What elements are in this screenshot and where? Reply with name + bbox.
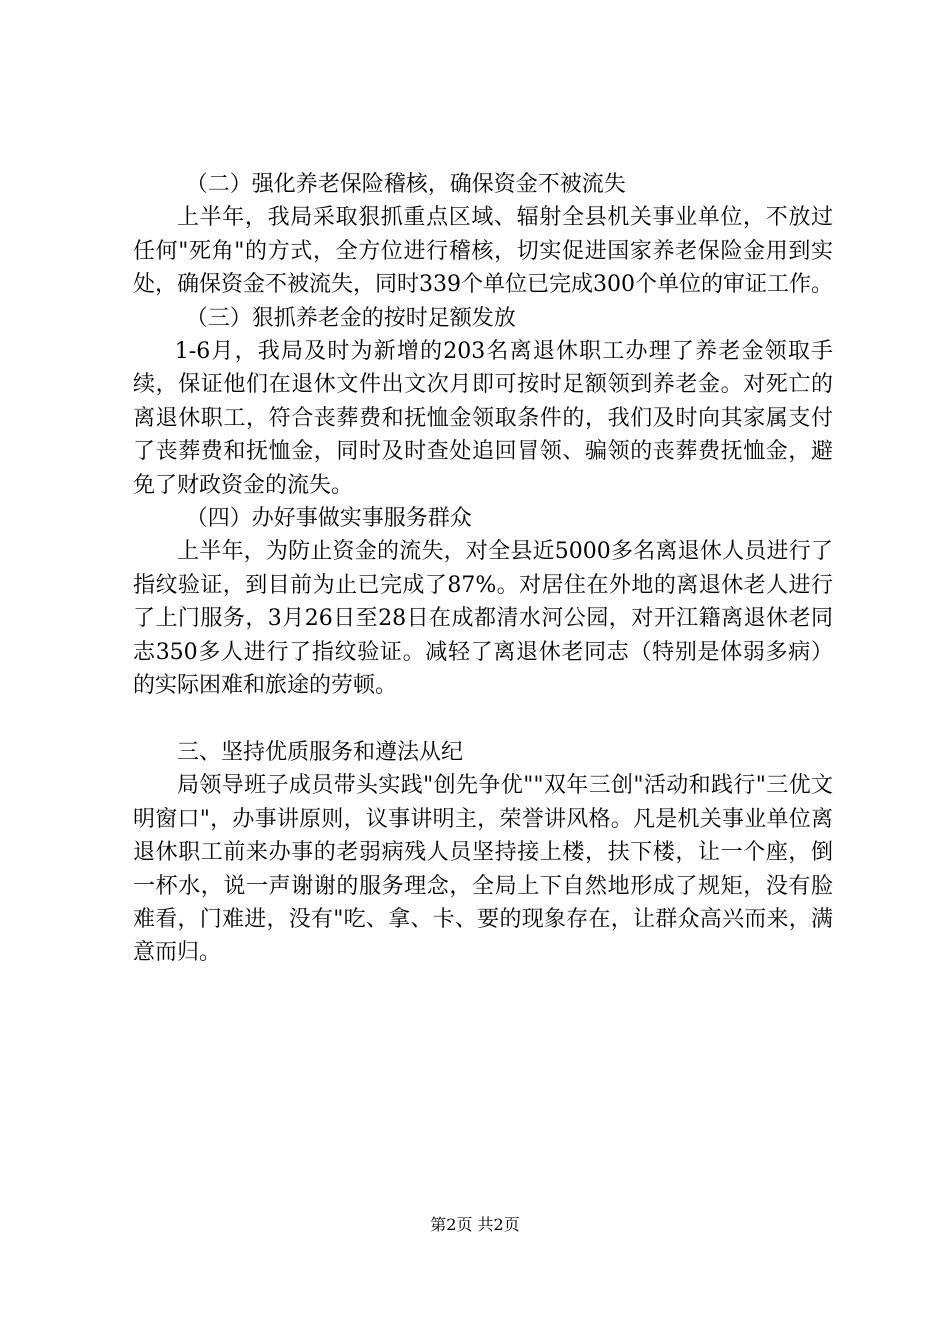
paragraph-quality-service: 局领导班子成员带头实践"创先争优""双年三创"活动和践行"三优文明窗口"，办事讲原则，议事讲明主，荣誉讲风格。凡是机关事业单位离退休职工前来办事的老弱病残人员坚持接上楼，扶下楼，让一个座，倒一杯水，说一声谢谢的服务理念，全局上下自然地形成了规矩，没有脸难看，门难进，没有"吃、拿、卡、要的现象存在，让群众高兴而来，满意而归。 [133,773,833,966]
subheading-3: （三）狠抓养老金的按时足额发放 [185,305,516,331]
subheading-2: （二）强化养老保险稽核，确保资金不被流失 [185,172,626,197]
page-footer: 第2页 共2页 [430,1215,520,1234]
paragraph-audit: 上半年，我局采取狠抓重点区域、辐射全县机关事业单位，不放过任何"死角"的方式，全方位进行稽核，切实促进国家养老保险金用到实处，确保资金不被流失，同时339个单位已完成300个单位的审证工作。 [133,205,833,298]
document-body [133,168,833,970]
subheading-4: （四）办好事做实事服务群众 [185,506,472,532]
section-heading-3: 三、坚持优质服务和遵法从纪 [177,739,464,765]
paragraph-fingerprint-verification: 上半年，为防止资金的流失，对全县近5000多名离退休人员进行了指纹验证，到目前为止已完成了87%。对居住在外地的离退休老人进行了上门服务，3月26日至28日在成都清水河公园，对开江籍离退休老同志350多人进行了指纹验证。减轻了离退休老同志（特别是体弱多病）的实际困难和旅途的劳顿。 [133,539,833,699]
paragraph-pension-payment: 1-6月，我局及时为新增的203名离退休职工办理了养老金领取手续，保证他们在退休文件出文次月即可按时足额领到养老金。对死亡的离退休职工，符合丧葬费和抚恤金领取条件的，我们及时向其家属支付了丧葬费和抚恤金，同时及时查处追回冒领、骗领的丧葬费抚恤金，避免了财政资金的流失。 [133,339,833,498]
